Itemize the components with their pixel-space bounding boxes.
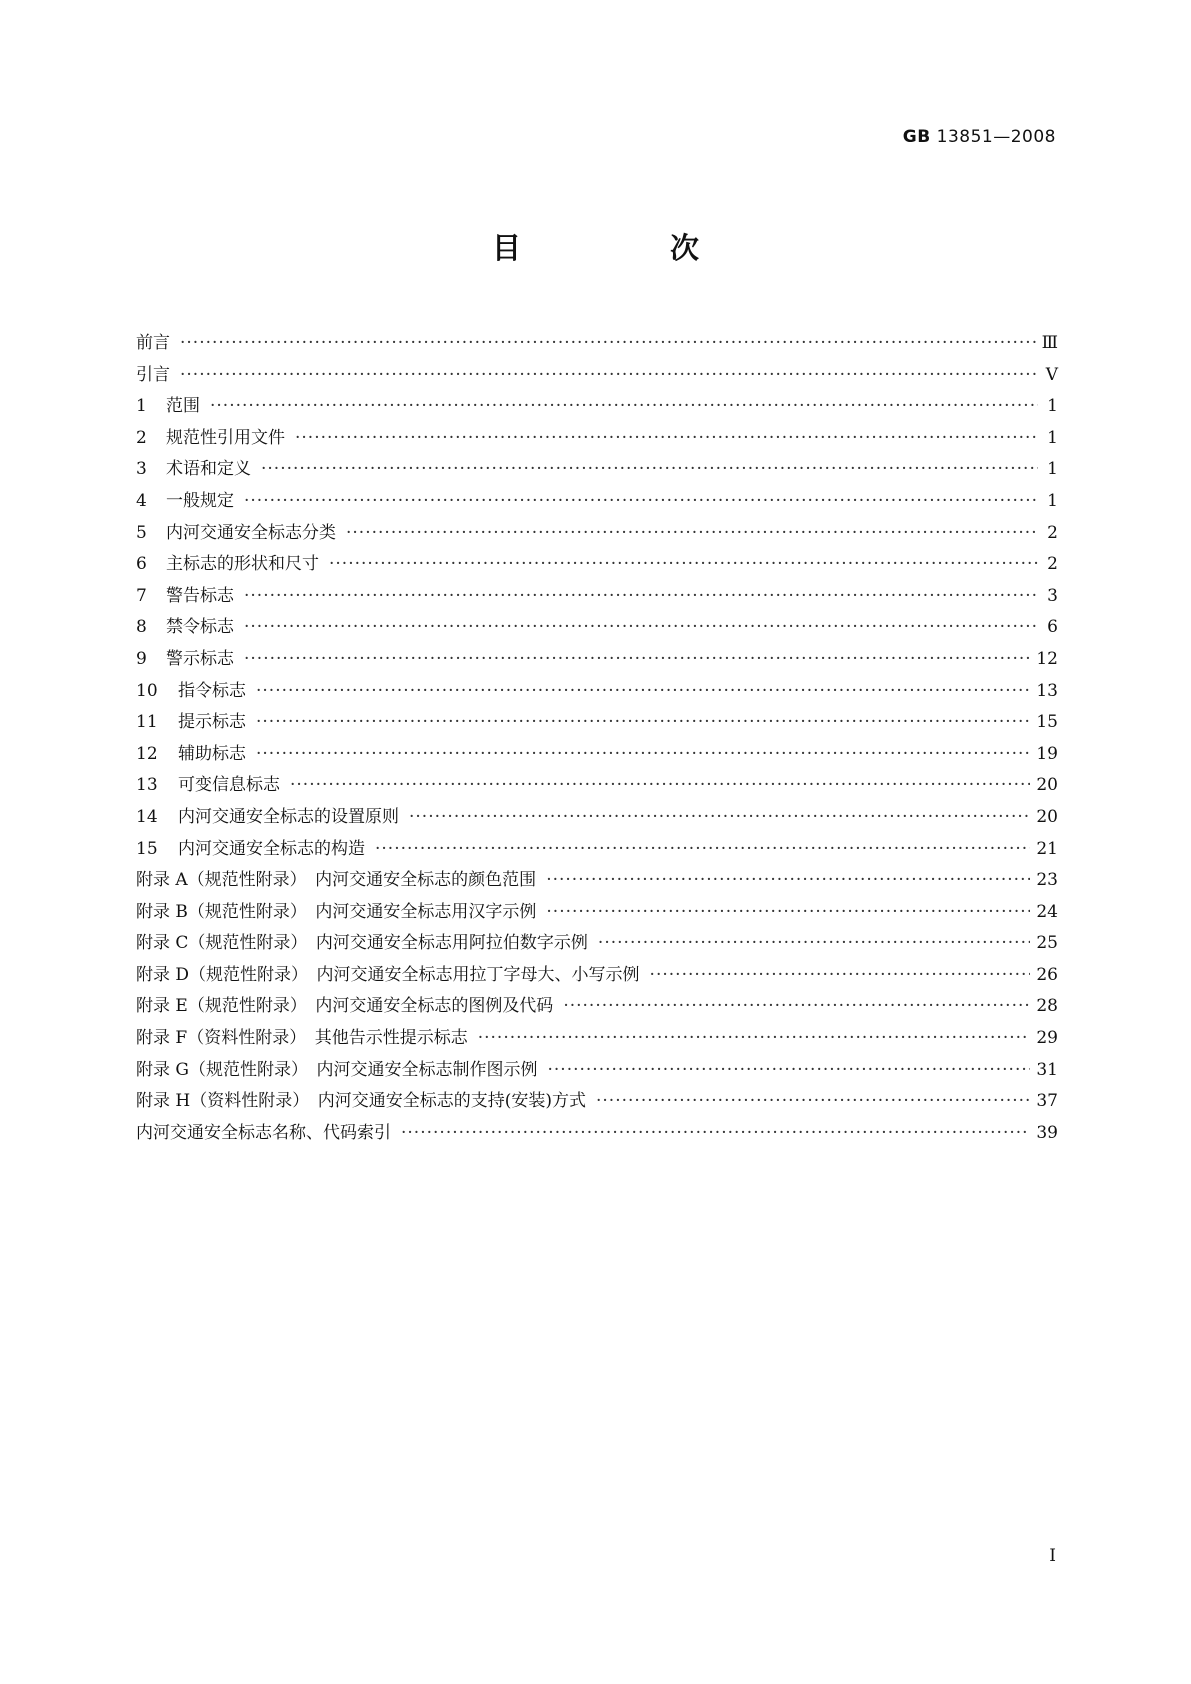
- toc-entry-label: 指令标志: [178, 680, 246, 701]
- toc-entry-page: 24: [1036, 901, 1058, 922]
- toc-entry-text: [136, 739, 246, 771]
- toc-entry-label: 附录 B（规范性附录） 内河交通安全标志用汉字示例: [136, 901, 537, 922]
- toc-entry-page: V: [1045, 364, 1058, 385]
- toc-entry-label: 禁令标志: [166, 617, 234, 638]
- toc-entry-number: 9: [136, 648, 147, 669]
- toc-entry-label: 内河交通安全标志分类: [166, 522, 336, 543]
- toc-entry-page: Ⅲ: [1041, 333, 1058, 353]
- toc-entry[interactable]: [136, 1086, 1058, 1118]
- toc-entry[interactable]: [136, 770, 1058, 802]
- toc-entry-page: 26: [1036, 964, 1058, 985]
- toc-leader-dots: [256, 739, 1030, 771]
- toc-entry-page: 3: [1047, 585, 1058, 606]
- toc-leader-dots: [546, 865, 1030, 897]
- toc-entry-number: 14: [136, 806, 158, 827]
- toc-entry-number: 10: [136, 680, 158, 701]
- toc-entry-page: 21: [1036, 838, 1058, 859]
- toc-leader-dots: [261, 454, 1038, 486]
- toc-entry-number: 5: [136, 522, 147, 543]
- toc-entry-page: 37: [1036, 1091, 1058, 1112]
- toc-entry[interactable]: [136, 707, 1058, 739]
- toc-leader-dots: [596, 1086, 1030, 1118]
- toc-entry-text: [136, 928, 588, 960]
- toc-entry-label: 可变信息标志: [178, 775, 280, 796]
- toc-entry[interactable]: [136, 549, 1058, 581]
- toc-entry-label: 主标志的形状和尺寸: [166, 554, 319, 575]
- toc-entry-label: 引言: [136, 364, 170, 385]
- toc-entry[interactable]: [136, 1055, 1058, 1087]
- toc-entry-text: [136, 770, 280, 802]
- toc-entry-page: 1: [1047, 396, 1058, 417]
- toc-entry-page: 20: [1036, 775, 1058, 796]
- toc-entry-label: 术语和定义: [166, 459, 251, 480]
- toc-entry-number: 6: [136, 554, 147, 575]
- toc-entry-number: 13: [136, 775, 158, 796]
- toc-leader-dots: [256, 707, 1030, 739]
- toc-leader-dots: [244, 644, 1030, 676]
- toc-entry-number: 7: [136, 585, 147, 606]
- toc-entry[interactable]: [136, 865, 1058, 897]
- toc-leader-dots: [295, 423, 1038, 455]
- toc-entry[interactable]: [136, 676, 1058, 708]
- toc-entry[interactable]: [136, 454, 1058, 486]
- toc-entry-label: 附录 G（规范性附录） 内河交通安全标志制作图示例: [136, 1059, 538, 1080]
- toc-entry-number: 4: [136, 490, 147, 511]
- toc-leader-dots: [244, 612, 1038, 644]
- toc-entry-page: 15: [1036, 712, 1058, 733]
- toc-leader-dots: [180, 360, 1038, 392]
- toc-entry-label: 内河交通安全标志的构造: [178, 838, 365, 859]
- toc-leader-dots: [244, 486, 1038, 518]
- toc-entry-text: [136, 991, 553, 1023]
- toc-entry-text: [136, 834, 365, 866]
- toc-entry[interactable]: [136, 423, 1058, 455]
- toc-leader-dots: [546, 897, 1030, 929]
- toc-entry-page: 2: [1047, 522, 1058, 543]
- toc-entry-text: [136, 1023, 468, 1055]
- toc-entry-page: 23: [1036, 870, 1058, 891]
- toc-entry-page: 1: [1047, 427, 1058, 448]
- toc-entry-label: 附录 H（资料性附录） 内河交通安全标志的支持(安装)方式: [136, 1091, 586, 1112]
- toc-entry-number: 3: [136, 459, 147, 480]
- toc-leader-dots: [547, 1055, 1030, 1087]
- toc-entry-number: 2: [136, 427, 147, 448]
- toc-entry[interactable]: [136, 360, 1058, 392]
- toc-entry-text: [136, 360, 170, 392]
- page-number: I: [1049, 1546, 1056, 1566]
- toc-leader-dots: [210, 391, 1038, 423]
- toc-entry-text: [136, 612, 234, 644]
- toc-entry[interactable]: [136, 391, 1058, 423]
- toc-entry-label: 警告标志: [166, 585, 234, 606]
- toc-leader-dots: [329, 549, 1038, 581]
- toc-entry-label: 内河交通安全标志的设置原则: [178, 806, 399, 827]
- toc-entry-text: [136, 644, 234, 676]
- toc-entry[interactable]: [136, 644, 1058, 676]
- standard-code: [903, 127, 1056, 147]
- toc-entry[interactable]: [136, 802, 1058, 834]
- toc-entry-label: 附录 D（规范性附录） 内河交通安全标志用拉丁字母大、小写示例: [136, 964, 640, 985]
- toc-entry[interactable]: [136, 739, 1058, 771]
- toc-entry-number: 1: [136, 396, 147, 417]
- toc-entry-label: 规范性引用文件: [166, 427, 285, 448]
- toc-leader-dots: [409, 802, 1030, 834]
- standard-prefix: GB: [902, 127, 931, 147]
- toc-entry-label: 范围: [166, 396, 200, 417]
- toc-leader-dots: [401, 1118, 1030, 1150]
- toc-entry-number: 11: [136, 712, 158, 733]
- toc-entry-page: 28: [1036, 996, 1058, 1017]
- toc-entry-text: [136, 1055, 537, 1087]
- toc-leader-dots: [346, 518, 1038, 550]
- toc-entry-text: [136, 518, 336, 550]
- toc-entry-text: [136, 960, 640, 992]
- toc-entry[interactable]: [136, 991, 1058, 1023]
- toc-entry-text: [136, 676, 246, 708]
- toc-entry-label: 一般规定: [166, 490, 234, 511]
- toc-entry-text: [136, 581, 234, 613]
- toc-entry[interactable]: [136, 612, 1058, 644]
- toc-entry-text: [136, 897, 536, 929]
- toc-entry-label: 附录 F（资料性附录） 其他告示性提示标志: [136, 1028, 468, 1049]
- toc-entry-text: [136, 454, 251, 486]
- toc-entry[interactable]: [136, 834, 1058, 866]
- toc-leader-dots: [478, 1023, 1031, 1055]
- toc-entry-label: 内河交通安全标志名称、代码索引: [136, 1122, 391, 1143]
- toc-entry-label: 提示标志: [178, 712, 246, 733]
- toc-entry[interactable]: [136, 897, 1058, 929]
- toc-entry-page: 19: [1036, 743, 1058, 764]
- page-title: 目 次: [491, 231, 759, 265]
- toc-entry-text: [136, 865, 536, 897]
- toc-entry-text: [136, 1118, 391, 1150]
- toc-entry-text: [136, 549, 319, 581]
- toc-entry-text: [136, 486, 234, 518]
- toc-entry-page: 12: [1036, 648, 1058, 669]
- toc-entry-text: [136, 802, 399, 834]
- toc-entry-page: 13: [1036, 680, 1058, 701]
- toc-leader-dots: [598, 928, 1030, 960]
- toc-entry[interactable]: [136, 960, 1058, 992]
- table-of-contents: [136, 328, 1058, 1149]
- toc-entry-page: 6: [1047, 617, 1058, 638]
- toc-entry-label: 前言: [136, 333, 170, 353]
- toc-entry-page: 29: [1036, 1028, 1058, 1049]
- toc-entry-label: 附录 A（规范性附录） 内河交通安全标志的颜色范围: [136, 870, 537, 891]
- toc-entry-text: [136, 423, 285, 455]
- toc-entry-text: [136, 391, 200, 423]
- toc-leader-dots: [180, 328, 1036, 360]
- toc-entry-page: 25: [1036, 933, 1058, 954]
- toc-entry-number: 15: [136, 838, 158, 859]
- toc-leader-dots: [650, 960, 1031, 992]
- toc-entry-text: [136, 328, 170, 360]
- toc-entry[interactable]: [136, 1118, 1058, 1150]
- toc-leader-dots: [375, 834, 1030, 866]
- toc-entry[interactable]: [136, 581, 1058, 613]
- toc-entry-text: [136, 1086, 586, 1118]
- toc-entry-number: 8: [136, 617, 147, 638]
- toc-entry-label: 附录 E（规范性附录） 内河交通安全标志的图例及代码: [136, 996, 554, 1017]
- toc-entry-page: 2: [1047, 554, 1058, 575]
- toc-entry-number: 12: [136, 743, 158, 764]
- toc-entry[interactable]: [136, 1023, 1058, 1055]
- toc-leader-dots: [563, 991, 1030, 1023]
- standard-number: 13851—2008: [936, 127, 1056, 147]
- toc-entry-page: 1: [1047, 490, 1058, 511]
- toc-entry[interactable]: [136, 928, 1058, 960]
- toc-entry-page: 20: [1036, 806, 1058, 827]
- toc-entry-page: 31: [1036, 1059, 1058, 1080]
- toc-leader-dots: [290, 770, 1030, 802]
- toc-entry[interactable]: [136, 486, 1058, 518]
- toc-leader-dots: [256, 676, 1030, 708]
- toc-entry-label: 附录 C（规范性附录） 内河交通安全标志用阿拉伯数字示例: [136, 933, 588, 954]
- toc-entry-page: 39: [1036, 1122, 1058, 1143]
- toc-entry[interactable]: [136, 328, 1058, 360]
- toc-entry-label: 辅助标志: [178, 743, 246, 764]
- toc-entry-text: [136, 707, 246, 739]
- toc-leader-dots: [244, 581, 1038, 613]
- toc-entry[interactable]: [136, 518, 1058, 550]
- toc-entry-label: 警示标志: [166, 648, 234, 669]
- toc-entry-page: 1: [1047, 459, 1058, 480]
